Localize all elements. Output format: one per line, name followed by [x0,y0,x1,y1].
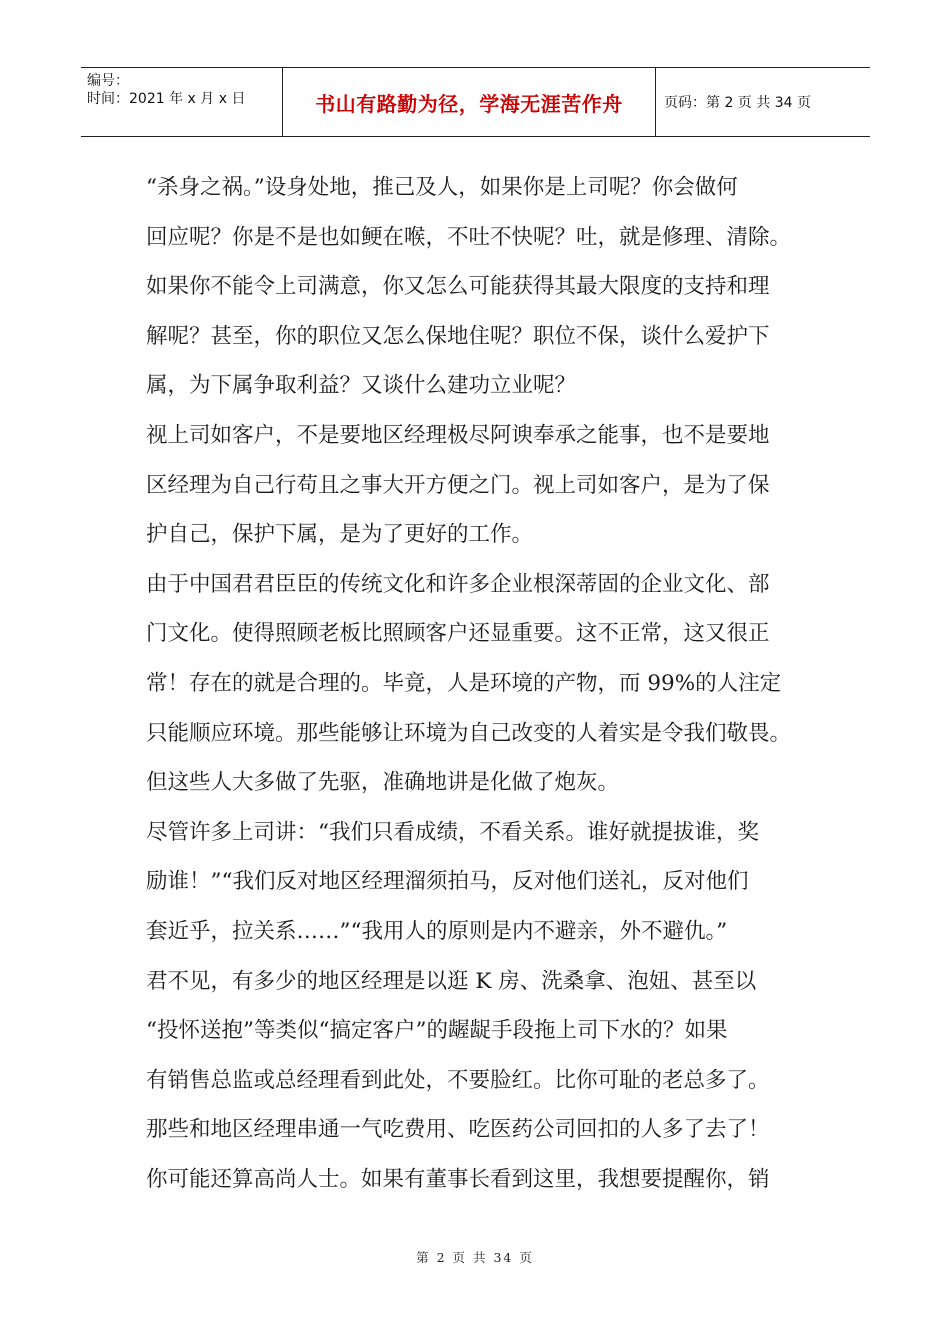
body-line: 门文化。使得照顾老板比照顾客户还显重要。这不正常，这又很正 [146,621,770,647]
body-line: 常！存在的就是合理的。毕竟，人是环境的产物，而 99%的人注定 [146,670,782,696]
page-footer [0,1248,950,1266]
body-line: 君不见，有多少的地区经理是以逛 K 房、洗桑拿、泡妞、甚至以 [146,968,757,994]
body-line: 你可能还算高尚人士。如果有董事长看到这里，我想要提醒你，销 [146,1166,770,1192]
body-line: “投怀送抱”等类似“搞定客户”的龌龊手段拖上司下水的？如果 [146,1018,728,1044]
document-number-label: 编号： [87,73,129,89]
body-line: 套近乎，拉关系……”“我用人的原则是内不避亲，外不避仇。” [146,918,728,944]
body-line: 解呢？甚至，你的职位又怎么保地住呢？职位不保，谈什么爱护下 [146,323,770,349]
body-line: 有销售总监或总经理看到此处，不要脸红。比你可耻的老总多了。 [146,1067,770,1093]
body-line: 但这些人大多做了先驱，准确地讲是化做了炮灰。 [146,770,620,796]
body-line: 属，为下属争取利益？又谈什么建功立业呢？ [146,373,577,399]
body-line: 回应呢？你是不是也如鲠在喉，不吐不快呢？吐，就是修理、清除。 [146,224,792,250]
document-date: 时间：2021 年 x 月 x 日 [87,91,246,107]
body-line: 视上司如客户，不是要地区经理极尽阿谀奉承之能事，也不是要地 [146,422,770,448]
body-line: 那些和地区经理串通一气吃费用、吃医药公司回扣的人多了去了！ [146,1117,770,1143]
body-line: “杀身之祸。”设身处地，推己及人，如果你是上司呢？你会做何 [146,175,738,200]
body-line: 护自己，保护下属，是为了更好的工作。 [146,522,534,548]
footer-page-number: 第 2 页 共 34 页 [416,1250,534,1265]
body-line: 由于中国君君臣臣的传统文化和许多企业根深蒂固的企业文化、部 [146,571,770,597]
body-line: 尽管许多上司讲：“我们只看成绩，不看关系。谁好就提拔谁，奖 [146,819,759,845]
header-motto-cell [283,68,656,136]
body-line: 只能顺应环境。那些能够让环境为自己改变的人着实是令我们敬畏。 [146,720,792,746]
document-header [81,67,870,137]
header-page-info: 页码：第 2 页 共 34 页 [664,95,811,111]
header-page-cell [656,68,870,136]
body-line: 区经理为自己行苟且之事大开方便之门。视上司如客户，是为了保 [146,472,770,498]
body-line: 励谁！”“我们反对地区经理溜须拍马，反对他们送礼，反对他们 [146,869,749,895]
body-line: 如果你不能令上司满意，你又怎么可能获得其最大限度的支持和理 [146,274,770,300]
header-motto: 书山有路勤为径，学海无涯苦作舟 [315,91,623,116]
header-meta-cell [81,68,283,136]
document-body [146,163,826,1204]
